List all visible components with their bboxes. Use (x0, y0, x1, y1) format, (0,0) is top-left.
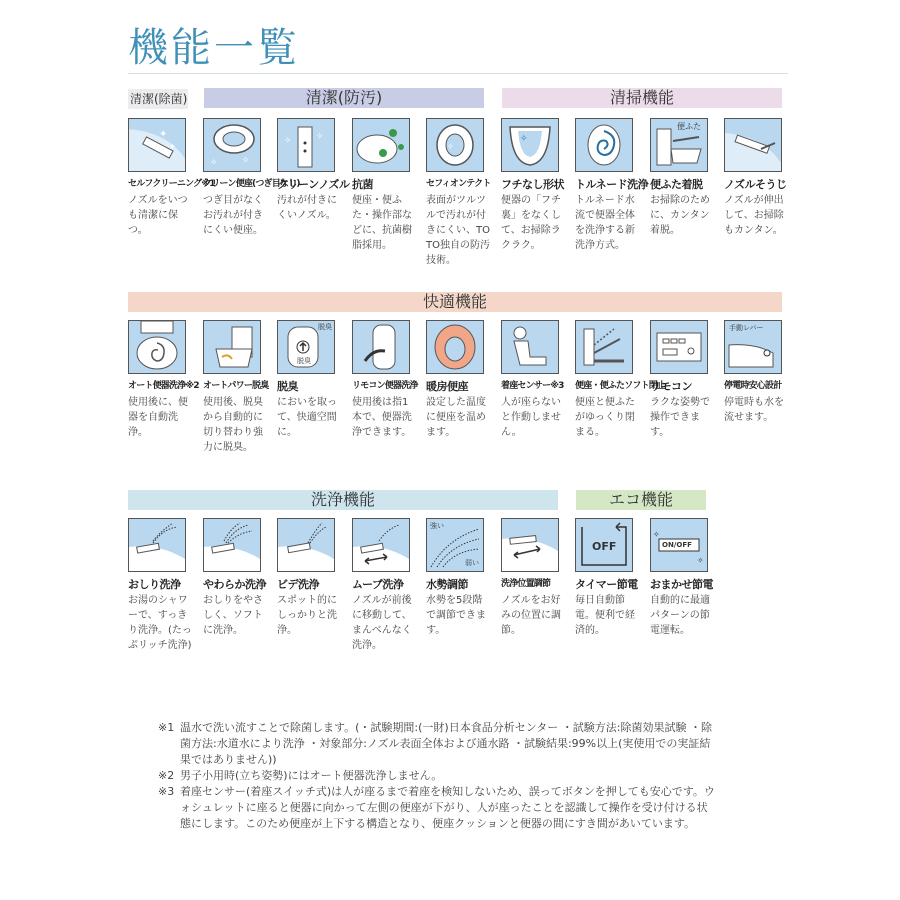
section-header-eco: エコ機能 (576, 490, 706, 510)
feature-remote-control (650, 320, 722, 440)
feature-remote-flush (352, 320, 424, 440)
feature-desc: ノズルが前後に移動して、まんべんなく洗浄。 (352, 595, 412, 651)
tile-label: 脱臭 (297, 357, 311, 365)
feature-nozzle-clean (724, 118, 796, 238)
feature-soft-close (575, 320, 666, 440)
feature-desc: トルネード水流で便器全体を洗浄する新洗浄方式。 (575, 195, 635, 251)
feature-soft-wash (203, 518, 275, 638)
feature-desc: 設定した温度に便座を温めます。 (426, 397, 486, 438)
section-header-seisou: 清掃機能 (502, 88, 782, 108)
tile-label: 脱臭 (318, 323, 332, 331)
tornado-icon (575, 118, 633, 172)
footnote-text: 温水で洗い流すことで除菌します。(・試験期間:(一財)日本食品分析センター ・試験方法:除菌効果試験 ・除菌方法:水道水により洗浄 ・対象部分:ノズル表面全体および通水路 ・試験結果:99%以上(実使用での実証結果ではありません)) (180, 721, 712, 766)
title-divider (128, 73, 788, 74)
footnote-mark: ※3 (158, 785, 175, 798)
feature-desc: 使用後、脱臭から自動的に切り替わり強力に脱臭。 (203, 397, 263, 453)
feature-name: おまかせ節電 (650, 578, 713, 591)
feature-desc: 人が座らないと作動しません。 (501, 397, 561, 438)
feature-name: ビデ洗浄 (277, 578, 319, 591)
feature-name: ムーブ洗浄 (352, 578, 404, 591)
page-title: 機能一覧 (128, 25, 300, 71)
lid-removable-icon (650, 118, 708, 172)
tile-label: 弱い (465, 559, 479, 567)
svg-text:✧: ✧ (520, 134, 528, 144)
footnote-text: 男子小用時(立ち姿勢)にはオート便器洗浄しません。 (180, 769, 443, 782)
feature-name: ノズルそうじ (724, 178, 787, 191)
feature-desc: 便座と便ふたがゆっくり閉まる。 (575, 397, 635, 438)
feature-name: 水勢調節 (426, 578, 468, 591)
feature-desc: 水勢を5段階で調節できます。 (426, 595, 486, 636)
pressure-adjust-icon (426, 518, 484, 572)
svg-text:✦: ✦ (169, 142, 176, 151)
feature-name: セフィオンテクト (426, 179, 491, 189)
feature-desc: 使用後は指1本で、便器洗浄できます。 (352, 397, 412, 438)
feature-bidet-wash (277, 518, 349, 638)
footnote-text: 着座センサー(着座スイッチ式)は人が座るまで着座を検知しないため、誤ってボタンを押しても安心です。ウォシュレットに座ると便器に向かって左側の便座が下がり、人が座ったことを認識して操作を受け付ける状態にします。このため便座が上下する構造となり、便座クッションと便器の間にすき間があいています。 (180, 785, 715, 830)
feature-desc: 便座・便ふた・操作部などに、抗菌樹脂採用。 (352, 195, 412, 251)
ceffiontect-icon (426, 118, 484, 172)
svg-text:✧: ✧ (447, 142, 454, 151)
feature-desc: 毎日自動節電。便利で経済的。 (575, 595, 635, 636)
svg-text:✦: ✦ (159, 129, 168, 140)
heated-seat-icon (426, 320, 484, 374)
manual-lever-icon (724, 320, 782, 374)
rear-wash-icon (128, 518, 186, 572)
footnote-1 (158, 720, 718, 768)
feature-rear-wash (128, 518, 200, 653)
tile-label: 便ふた (677, 122, 701, 131)
feature-timer-eco (575, 518, 647, 638)
feature-deodorize (277, 320, 349, 440)
feature-auto-eco (650, 518, 722, 638)
feature-name: 脱臭 (277, 380, 298, 393)
feature-name: トルネード洗浄 (575, 178, 649, 191)
soft-wash-icon (203, 518, 261, 572)
footnote-3 (158, 784, 718, 832)
rimless-bowl-icon (501, 118, 559, 172)
remote-flush-icon (352, 320, 410, 374)
feature-desc: 停電時も水を流せます。 (724, 397, 784, 423)
remote-control-icon (650, 320, 708, 374)
footnote-mark: ※2 (158, 769, 175, 782)
auto-eco-icon (650, 518, 708, 572)
feature-name: 便座・便ふたソフト閉止 (575, 381, 666, 391)
feature-desc: ノズルをいつも清潔に保つ。 (128, 195, 188, 236)
feature-name: タイマー節電 (575, 578, 638, 591)
tile-label: ON/OFF (662, 541, 692, 549)
tile-label: OFF (592, 540, 617, 553)
antibacterial-icon (352, 118, 410, 172)
footnote-2 (158, 768, 718, 784)
feature-position-adjust (501, 518, 573, 638)
soft-close-icon (575, 320, 633, 374)
feature-name: 暖房便座 (426, 380, 468, 393)
svg-text:✧: ✧ (210, 158, 218, 168)
svg-text:✧: ✧ (653, 530, 660, 539)
svg-text:✧: ✧ (284, 136, 292, 146)
feature-desc: 便器の「フチ裏」をなくして、お掃除ラクラク。 (501, 195, 561, 251)
feature-heated-seat (426, 320, 498, 440)
feature-desc: 自動的に最適パターンの節電運転。 (650, 595, 710, 636)
feature-tornado (575, 118, 647, 253)
feature-rimless (501, 118, 573, 253)
seamless-seat-icon (203, 118, 261, 172)
svg-text:✧: ✧ (242, 156, 250, 166)
feature-name: オートパワー脱臭 (203, 381, 269, 391)
nozzle-sparkle-icon (128, 118, 186, 172)
feature-lid-removable (650, 118, 722, 238)
feature-ceffiontect (426, 118, 498, 268)
feature-desc: ノズルが伸出して、お掃除もカンタン。 (724, 195, 784, 236)
feature-clean-seat (203, 118, 300, 238)
footnotes (158, 720, 718, 832)
clean-nozzle-icon (277, 118, 335, 172)
feature-desc: おしりをやさしく、ソフトに洗浄。 (203, 595, 263, 636)
nozzle-clean-icon (724, 118, 782, 172)
feature-desc: スポット的にしっかりと洗浄。 (277, 595, 337, 636)
feature-name: 停電時安心設計 (724, 381, 782, 391)
feature-name: 洗浄位置調節 (501, 579, 551, 589)
feature-name: クリーン便座(つぎ目なし) (203, 179, 300, 189)
section-header-seiketsu-jokin: 清潔(除菌) (128, 89, 188, 109)
feature-auto-power-deodorize (203, 320, 275, 455)
feature-moving-wash (352, 518, 424, 653)
moving-wash-icon (352, 518, 410, 572)
feature-manual-lever (724, 320, 796, 425)
feature-seat-sensor (501, 320, 573, 440)
feature-name: リモコン便器洗浄 (352, 381, 418, 391)
tile-label: 強い (430, 522, 444, 530)
bidet-wash-icon (277, 518, 335, 572)
section-header-kaiteki: 快適機能 (128, 292, 782, 312)
feature-desc: ラクな姿勢で操作できます。 (650, 397, 710, 438)
auto-flush-icon (128, 320, 186, 374)
feature-pressure-adjust (426, 518, 498, 638)
feature-desc: においを取って、快適空間に。 (277, 397, 337, 438)
feature-self-cleaning (128, 118, 215, 238)
auto-power-deodorize-icon (203, 320, 261, 374)
feature-name: セルフクリーニング※1 (128, 179, 215, 189)
feature-clean-nozzle (277, 118, 349, 223)
feature-name: 便ふた着脱 (650, 178, 703, 191)
feature-name: やわらか洗浄 (203, 578, 266, 591)
feature-name: おしり洗浄 (128, 578, 181, 591)
feature-name: 着座センサー※3 (501, 381, 564, 391)
feature-desc: つぎ目がなくお汚れが付きにくい便座。 (203, 195, 263, 236)
section-header-senjou: 洗浄機能 (128, 490, 558, 510)
feature-name: 抗菌 (352, 178, 373, 191)
section-header-seiketsu-boosen: 清潔(防汚) (204, 88, 484, 108)
feature-name: オート便器洗浄※2 (128, 381, 199, 391)
feature-desc: ノズルをお好みの位置に調節。 (501, 595, 561, 636)
feature-name: フチなし形状 (501, 178, 564, 191)
feature-name: リモコン (650, 380, 692, 393)
deodorize-icon (277, 320, 335, 374)
feature-antibacterial (352, 118, 424, 253)
feature-desc: お湯のシャワーで、すっきり洗浄。(たっぷリッチ洗浄) (128, 595, 192, 651)
feature-desc: 汚れが付きにくいノズル。 (277, 195, 337, 221)
svg-text:✧: ✧ (316, 132, 324, 142)
feature-name: クリーンノズル (277, 178, 350, 191)
feature-auto-flush (128, 320, 200, 440)
feature-desc: 表面がツルツルで汚れが付きにくい、TOTO独自の防汚技術。 (426, 195, 490, 266)
tile-label: 手動レバー (729, 324, 764, 332)
feature-desc: お掃除のために、カンタン着脱。 (650, 195, 710, 236)
position-adjust-icon (501, 518, 559, 572)
svg-text:✧: ✧ (697, 556, 704, 565)
timer-eco-icon (575, 518, 633, 572)
feature-desc: 使用後に、便器を自動洗浄。 (128, 397, 188, 438)
footnote-mark: ※1 (158, 721, 175, 734)
seat-sensor-icon (501, 320, 559, 374)
